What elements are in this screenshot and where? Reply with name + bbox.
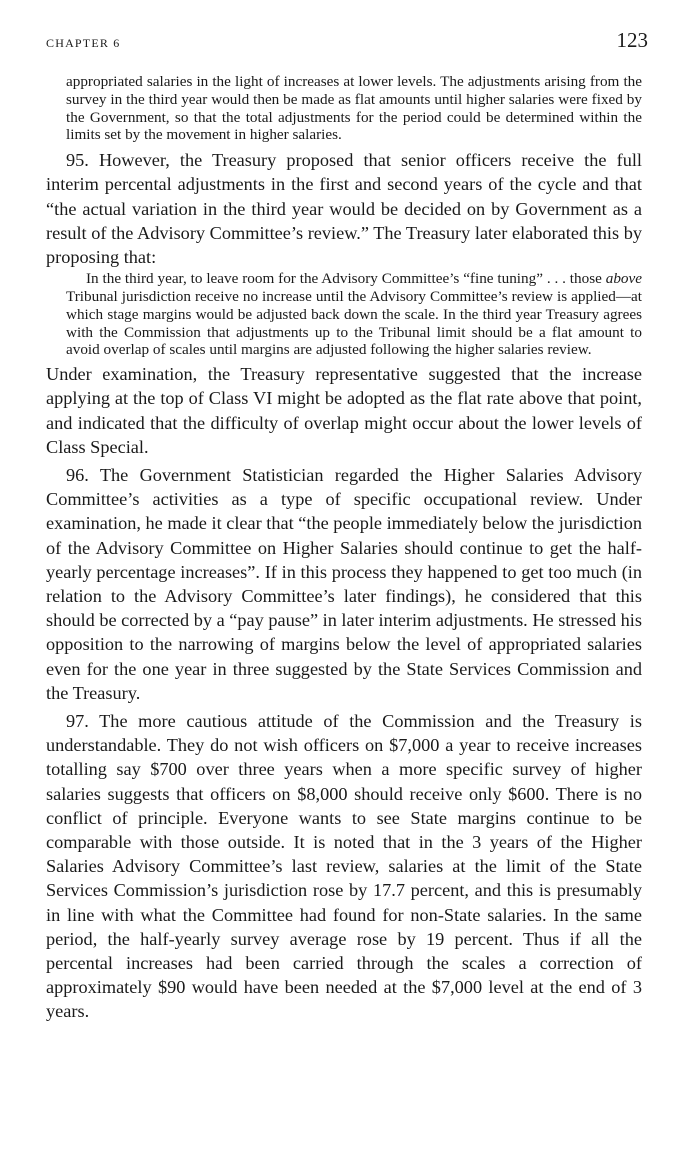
quote-emphasis: above — [605, 270, 642, 288]
block-quote — [46, 270, 642, 359]
paragraph-97: 97. The more cautious attitude of the Commission and the Treasury is understandable. They do not wish officers on $7,000 a year to receive increases totalling say $700 over three years when a more specific survey of higher salaries suggests that officers on $8,000 should receive only $600. There is no conflict of principle. Everyone wants to see State margins continue to be comparable with those outside. It is noted that in the 3 years of the Higher Salaries Advisory Committee’s last review, salaries at the limit of the State Services Commission’s jurisdiction rose by 17.7 percent, and this is presumably in line with what the Committee had found for non-State salaries. In the same period, the half-yearly survey average rose by 19 percent. Thus if all the percental increases had been carried through the scales a correction of approximately $90 would have been needed at the $7,000 level at the end of 3 years. — [46, 711, 642, 1022]
document-page — [46, 28, 648, 1024]
chapter-label: CHAPTER 6 — [46, 36, 121, 50]
page-number: 123 — [616, 28, 648, 52]
paragraph-95: 95. However, the Treasury proposed that senior officers receive the full interim percental adjustments in the first and second years of the cycle and that “the actual variation in the third year would be decided on by Government as a result of the Advisory Committee’s review.” The Treasury later elaborated this by proposing that: — [46, 150, 642, 267]
running-head — [46, 28, 648, 53]
paragraph-96: 96. The Government Statistician regarded the Higher Salaries Advisory Committee’s activities as a type of specific occupational review. Under examination, he made it clear that “the people immediately below the jurisdiction of the Advisory Committee on Higher Salaries should continue to get the half-yearly percentage increases”. If in this process they happened to get too much (in relation to the Advisory Committee’s later findings), he considered that this should be corrected by a “pay pause” in later interim adjustments. He stressed his opposition to the narrowing of margins below the level of appropriated salaries even for the one year in three suggested by the State Services Commission and the Treasury. — [46, 465, 642, 703]
paragraph-95-continued: Under examination, the Treasury representative suggested that the increase applying at the top of Class VI might be adopted as the flat rate above that point, and indicated that the difficulty of overlap might occur about the lower levels of Class Special. — [46, 364, 642, 457]
paragraph-intro: appropriated salaries in the light of increases at lower levels. The adjustments arising from the survey in the third year would then be made as flat amounts until higher salaries were fixed by the Government, so that the total adjustments for the period could be determined within the limits set by the movement in higher salaries. — [66, 73, 642, 144]
quote-text-start: In the third year, to leave room for the Advisory Committee’s “fine tuning” . . . those — [86, 270, 606, 288]
quote-text-end: Tribunal jurisdiction receive no increase until the Advisory Committee’s review is applied—at which stage margins would be adjusted back down the scale. In the third year Treasury agrees with the Commission that adjustments up to the Tribunal limit should be a flat amount to avoid overlap of scales until margins are adjusted following the higher salaries review. — [66, 288, 642, 359]
